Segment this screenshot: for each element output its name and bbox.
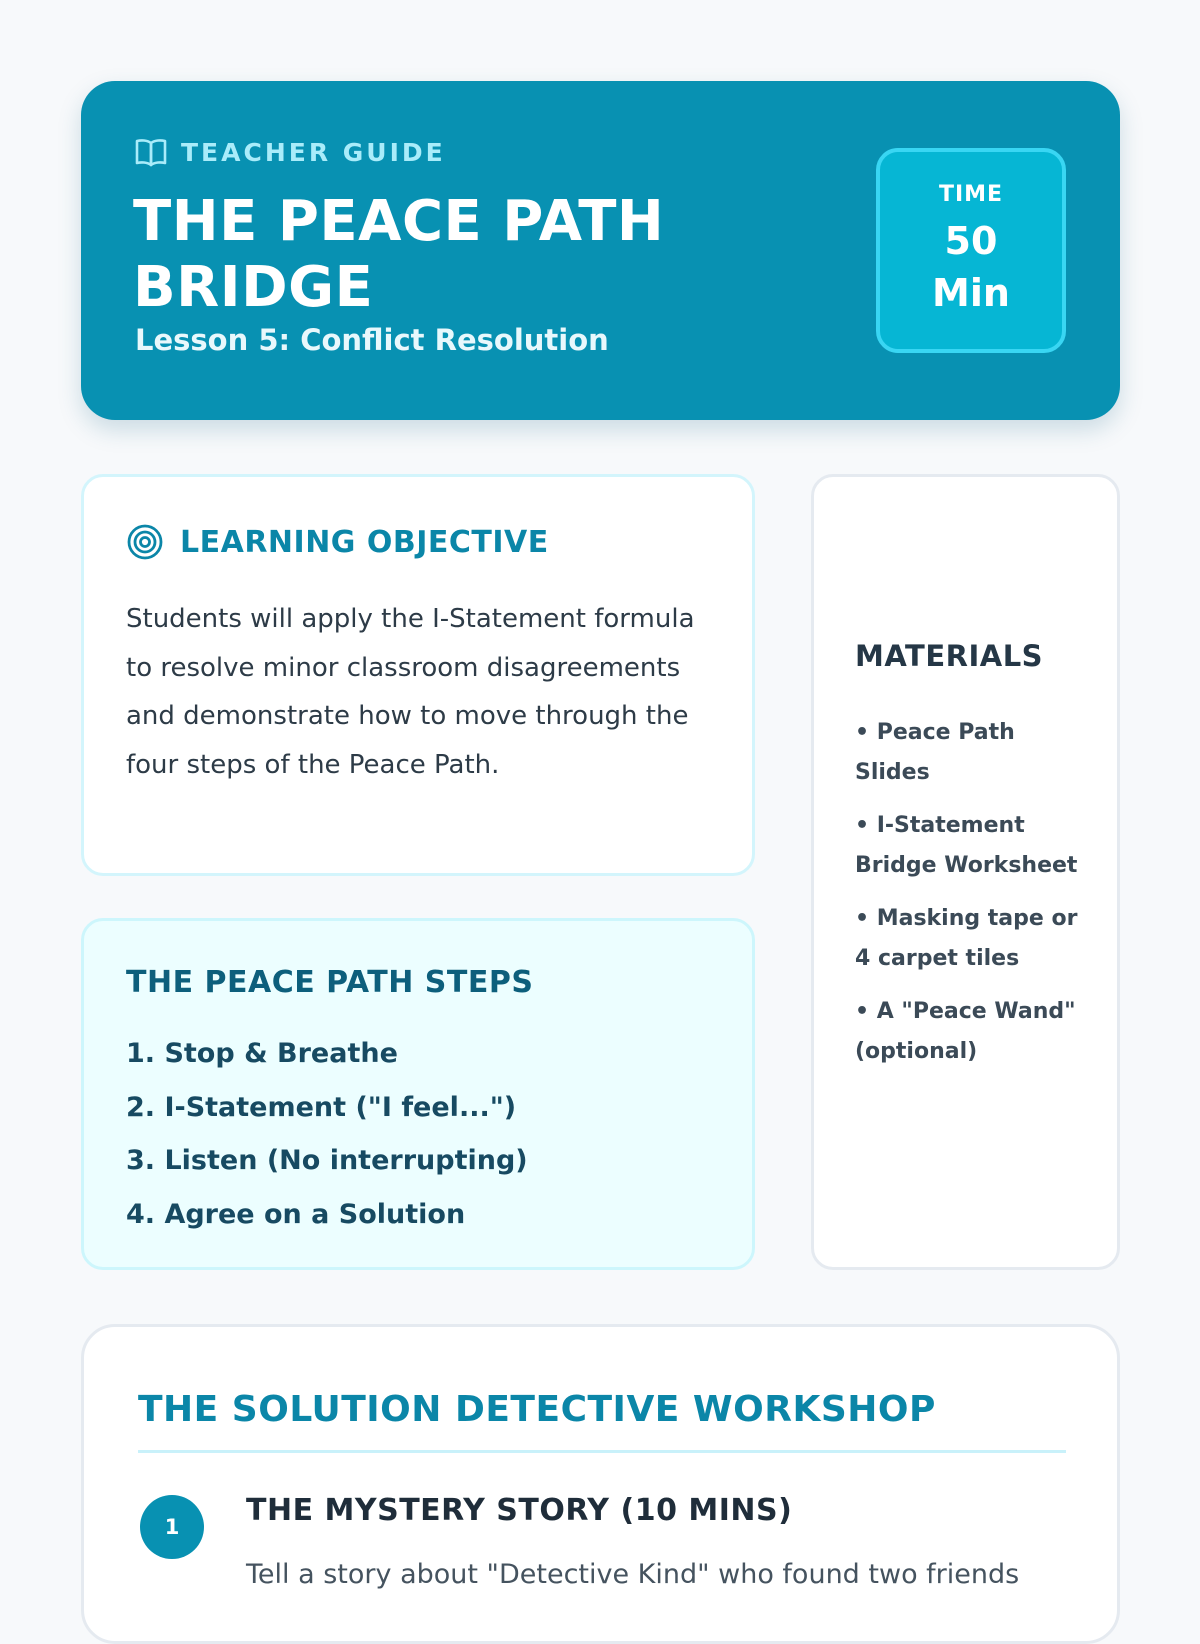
time-badge (876, 148, 1066, 353)
learning-objective-card (81, 474, 755, 876)
workshop-card (81, 1324, 1120, 1644)
section-divider (138, 1450, 1066, 1453)
guide-kicker (135, 137, 446, 167)
list-item: 1. Stop & Breathe (126, 1038, 398, 1069)
materials-title: MATERIALS (855, 639, 1044, 673)
list-item: • Masking tape or 4 carpet tiles (855, 906, 1078, 971)
list-item: • I-Statement Bridge Worksheet (855, 813, 1078, 878)
objective-text: Students will apply the I-Statement formula to resolve minor classroom disagreements and demonstrate how to move through the four steps of the Peace Path. (126, 604, 695, 780)
target-icon (126, 523, 164, 561)
steps-list (126, 1027, 528, 1241)
step-number-badge: 1 (140, 1495, 204, 1559)
objective-title: LEARNING OBJECTIVE (180, 524, 549, 560)
lesson-subtitle: Lesson 5: Conflict Resolution (135, 323, 609, 357)
materials-card (811, 474, 1120, 1270)
lesson-header (81, 81, 1120, 420)
list-item: 2. I-Statement ("I feel...") (126, 1091, 517, 1123)
objective-heading (126, 523, 549, 561)
list-item: • A "Peace Wand" (optional) (855, 999, 1076, 1064)
book-open-icon (135, 137, 167, 167)
time-value (880, 215, 1062, 319)
time-unit: Min (932, 271, 1010, 315)
step-title: THE MYSTERY STORY (10 MINS) (246, 1493, 793, 1528)
page-title: THE PEACE PATH BRIDGE (133, 189, 665, 320)
materials-list (855, 713, 1095, 1085)
workshop-title: THE SOLUTION DETECTIVE WORKSHOP (138, 1389, 936, 1430)
steps-title: THE PEACE PATH STEPS (126, 965, 534, 1000)
step-text: Tell a story about "Detective Kind" who found two friends (246, 1559, 1020, 1590)
peace-path-steps-card (81, 918, 755, 1270)
list-item: • Peace Path Slides (855, 720, 1015, 785)
time-number: 50 (944, 219, 998, 263)
list-item: 4. Agree on a Solution (126, 1198, 466, 1230)
list-item: 3. Listen (No interrupting) (126, 1145, 528, 1176)
kicker-label: TEACHER GUIDE (181, 137, 446, 167)
time-label: TIME (938, 182, 1004, 207)
